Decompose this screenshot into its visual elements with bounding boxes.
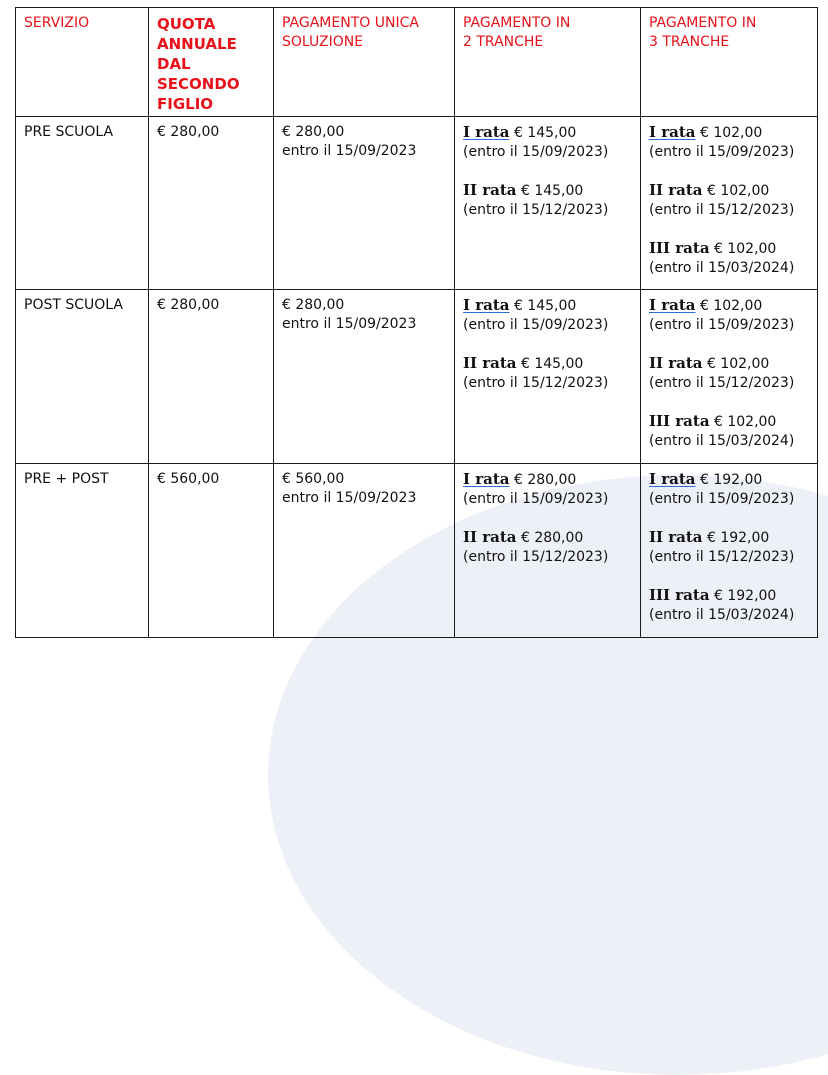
installment-line xyxy=(463,123,632,143)
installment-amount: € 145,00 xyxy=(516,183,584,199)
installment-due-date: (entro il 15/09/2023) xyxy=(463,317,609,333)
installment-amount: € 145,00 xyxy=(509,298,577,314)
single-payment-cell xyxy=(274,464,455,638)
installment-name: II rata xyxy=(463,354,517,372)
installment-name: II rata xyxy=(463,181,517,199)
installment-amount: € 192,00 xyxy=(702,530,770,546)
single-due-date: entro il 15/09/2023 xyxy=(282,490,417,506)
installment-name: I rata xyxy=(649,296,696,314)
installment-name: I rata xyxy=(649,470,696,488)
installment-block xyxy=(649,528,809,567)
single-due-date: entro il 15/09/2023 xyxy=(282,316,417,332)
installment-line xyxy=(463,354,632,374)
header-single-line1: PAGAMENTO UNICA xyxy=(282,15,419,31)
installment-line xyxy=(463,296,632,316)
installment-due-date: (entro il 15/09/2023) xyxy=(649,317,795,333)
installment-due-date: (entro il 15/03/2024) xyxy=(649,607,795,623)
installment-block xyxy=(463,528,632,567)
fees-table xyxy=(15,7,818,638)
installment-block xyxy=(649,412,809,451)
installment-block xyxy=(649,586,809,625)
installment-block xyxy=(463,354,632,393)
installment-due-date: (entro il 15/12/2023) xyxy=(463,549,609,565)
installment-line xyxy=(463,181,632,201)
installment-name: I rata xyxy=(649,123,696,141)
header-three-line2: 3 TRANCHE xyxy=(649,34,730,50)
installment-block xyxy=(463,123,632,162)
installment-block xyxy=(463,296,632,335)
installment-amount: € 102,00 xyxy=(709,241,777,257)
installment-line xyxy=(649,528,809,548)
installment-name: II rata xyxy=(649,181,703,199)
quota-cell: € 560,00 xyxy=(149,464,274,638)
installment-due-date: (entro il 15/03/2024) xyxy=(649,433,795,449)
installment-name: III rata xyxy=(649,239,710,257)
header-three-installments xyxy=(641,8,818,117)
installment-amount: € 192,00 xyxy=(695,472,763,488)
header-quota: QUOTA ANNUALE DAL SECONDO FIGLIO xyxy=(149,8,274,117)
installment-name: I rata xyxy=(463,470,510,488)
installment-due-date: (entro il 15/09/2023) xyxy=(649,144,795,160)
two-installments-cell xyxy=(455,117,641,290)
installment-line xyxy=(649,412,809,432)
installment-line xyxy=(649,586,809,606)
installment-line xyxy=(649,296,809,316)
quota-cell: € 280,00 xyxy=(149,117,274,290)
installment-amount: € 192,00 xyxy=(709,588,777,604)
header-single-payment xyxy=(274,8,455,117)
installment-line xyxy=(649,354,809,374)
installment-amount: € 280,00 xyxy=(509,472,577,488)
header-two-installments xyxy=(455,8,641,117)
installment-due-date: (entro il 15/09/2023) xyxy=(463,144,609,160)
installment-block xyxy=(649,123,809,162)
installment-due-date: (entro il 15/09/2023) xyxy=(463,491,609,507)
service-cell: PRE SCUOLA xyxy=(16,117,149,290)
service-cell: POST SCUOLA xyxy=(16,290,149,464)
installment-line xyxy=(463,528,632,548)
single-amount: € 560,00 xyxy=(282,471,345,487)
installment-amount: € 102,00 xyxy=(702,356,770,372)
installment-name: III rata xyxy=(649,586,710,604)
single-payment-cell xyxy=(274,290,455,464)
installment-name: II rata xyxy=(463,528,517,546)
installment-block xyxy=(463,181,632,220)
installment-due-date: (entro il 15/12/2023) xyxy=(463,202,609,218)
installment-due-date: (entro il 15/03/2024) xyxy=(649,260,795,276)
installment-due-date: (entro il 15/12/2023) xyxy=(649,549,795,565)
installment-block xyxy=(463,470,632,509)
table-row xyxy=(16,117,818,290)
single-amount: € 280,00 xyxy=(282,297,345,313)
installment-amount: € 145,00 xyxy=(509,125,577,141)
header-single-line2: SOLUZIONE xyxy=(282,34,364,50)
installment-block xyxy=(649,296,809,335)
two-installments-cell xyxy=(455,290,641,464)
installment-amount: € 102,00 xyxy=(695,298,763,314)
single-due-date: entro il 15/09/2023 xyxy=(282,143,417,159)
installment-block xyxy=(649,354,809,393)
installment-block xyxy=(649,239,809,278)
three-installments-cell xyxy=(641,290,818,464)
table-row xyxy=(16,290,818,464)
table-row xyxy=(16,464,818,638)
single-payment-cell xyxy=(274,117,455,290)
two-installments-cell xyxy=(455,464,641,638)
installment-line xyxy=(649,123,809,143)
installment-due-date: (entro il 15/12/2023) xyxy=(463,375,609,391)
installment-name: I rata xyxy=(463,296,510,314)
installment-name: II rata xyxy=(649,354,703,372)
installment-block xyxy=(649,470,809,509)
installment-name: I rata xyxy=(463,123,510,141)
header-three-line1: PAGAMENTO IN xyxy=(649,15,757,31)
service-cell: PRE + POST xyxy=(16,464,149,638)
installment-amount: € 280,00 xyxy=(516,530,584,546)
header-service: SERVIZIO xyxy=(16,8,149,117)
installment-amount: € 102,00 xyxy=(695,125,763,141)
quota-cell: € 280,00 xyxy=(149,290,274,464)
installment-due-date: (entro il 15/09/2023) xyxy=(649,491,795,507)
installment-amount: € 102,00 xyxy=(702,183,770,199)
installment-name: III rata xyxy=(649,412,710,430)
three-installments-cell xyxy=(641,117,818,290)
single-amount: € 280,00 xyxy=(282,124,345,140)
installment-due-date: (entro il 15/12/2023) xyxy=(649,202,795,218)
installment-line xyxy=(649,181,809,201)
installment-block xyxy=(649,181,809,220)
installment-line xyxy=(463,470,632,490)
header-row xyxy=(16,8,818,117)
installment-line xyxy=(649,470,809,490)
installment-amount: € 102,00 xyxy=(709,414,777,430)
header-two-line2: 2 TRANCHE xyxy=(463,34,544,50)
installment-amount: € 145,00 xyxy=(516,356,584,372)
installment-due-date: (entro il 15/12/2023) xyxy=(649,375,795,391)
installment-line xyxy=(649,239,809,259)
installment-name: II rata xyxy=(649,528,703,546)
header-two-line1: PAGAMENTO IN xyxy=(463,15,571,31)
three-installments-cell xyxy=(641,464,818,638)
